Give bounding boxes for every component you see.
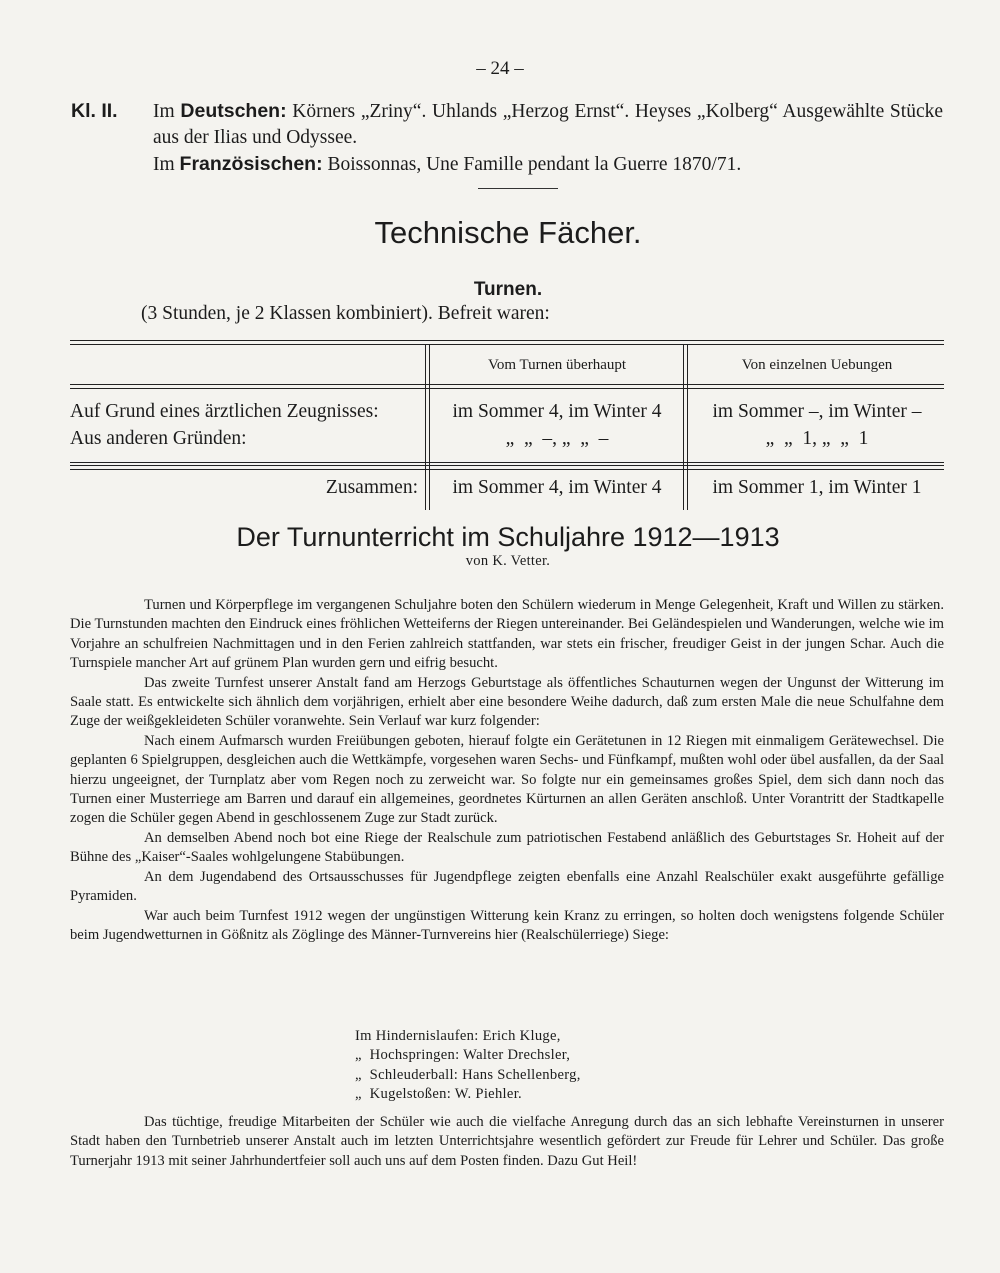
winner-entry: „ Kugelstoßen: W. Piehler. (355, 1086, 522, 1103)
winner-entry: Im Hindernislaufen: Erich Kluge, (355, 1028, 561, 1044)
franz-heading: Französischen: (179, 153, 323, 175)
table-total-cell: im Sommer 1, im Winter 1 (712, 477, 922, 498)
paragraph: Das zweite Turnfest unserer Anstalt fand am Herzogs Geburtstage als öffentliches Schauturnen wegen der Ungunst der Witterung im Saale statt. Es entwickelte sich ähnlich dem vorjährigen, erhielt aber eine besondere Weihe dadurch, daß zum ersten Male die neue Schulfahne dem Zuge der weißgekleideten Schüler voranwehte. Sein Verlauf war kurz folgender: (70, 674, 944, 730)
article-body (70, 596, 944, 945)
winner-entry: „ Schleuderball: Hans Schellenberg, (355, 1066, 581, 1083)
paragraph: War auch beim Turnfest 1912 wegen der ungünstigen Witterung kein Kranz zu erringen, so holten doch wenigstens folgende Schüler beim Jugendwetturnen in Gößnitz als Zöglinge des Männer-Turnvereins hier (Realschülerriege) Siege: (70, 907, 944, 943)
paragraph: An demselben Abend noch bot eine Riege der Realschule zum patriotischen Festabend anläßlich des Geburtstages Sr. Hoheit auf der Bühne des „Kaiser“-Saales wohlgelungene Stabübungen. (70, 829, 944, 866)
table-col-divider-1 (425, 345, 430, 510)
franz-text: Boissonnas, Une Famille pendant la Guerre 1870/71. (327, 154, 742, 175)
kl2-curriculum (71, 98, 943, 178)
table-col-divider-2 (683, 345, 688, 510)
table-total-cell: im Sommer 4, im Winter 4 (452, 477, 662, 498)
table-total-label: Zusammen: (325, 477, 418, 498)
table-row-label: Aus anderen Gründen: (70, 428, 247, 449)
table-col-header: Vom Turnen überhaupt (487, 357, 627, 373)
table-cell: „ „ –, „ „ – (505, 428, 609, 449)
class-label: Kl. II. (71, 100, 118, 122)
winners-list (355, 1027, 581, 1105)
franz-entry (71, 151, 943, 178)
paragraph: Turnen und Körperpflege im vergangenen Schuljahre boten den Schülern wiederum in Menge Gelegenheit, Kraft und Willen zu stärken. Die Turnstunden machten den Eindruck eines fröhlichen Wetteiferns der Riegen untereinander. Bei Geländespielen und Wanderungen, welche wie im Vorjahre an schulfreien Nachmittagen und in den Ferien zahlreich stattfanden, war stets ein frischer, freudiger Geist in der jungen Schar. Auch die Turnspiele mancher Art auf grünem Plan wurden gern und eifrig besucht. (70, 597, 944, 672)
winner-entry: „ Hochspringen: Walter Drechsler, (355, 1047, 571, 1064)
franz-intro: Im (153, 154, 175, 175)
table-sum-rule-2 (70, 465, 944, 470)
paragraph: An dem Jugendabend des Ortsausschusses für Jugendpflege zeigten ebenfalls eine Anzahl Realschüler exakt ausgeführte gefällige Pyramiden. (70, 868, 944, 905)
article-title: Der Turnunterricht im Schuljahre 1912—1913 (236, 522, 780, 552)
section-intro: (3 Stunden, je 2 Klassen kombiniert). Befreit waren: (141, 303, 550, 324)
table-cell: im Sommer –, im Winter – (712, 401, 922, 422)
deutsch-text: Körners „Zriny“. Uhlands „Herzog Ernst“. Heyses „Kolberg“ Ausgewählte Stücke aus der Ilias und Odyssee. (153, 101, 944, 148)
paragraph: Das tüchtige, freudige Mitarbeiten der Schüler wie auch die vielfache Anregung durch das an sich lebhafte Vereinsturnen in unserer Stadt haben den Turnbetrieb unserer Anstalt auch im letzten Unterrichtsjahre wesentlich gefördert zur Freude für Lehrer und Schüler. Das große Turnerjahr 1913 mit seiner Jahrhundertfeier soll auch uns auf dem Posten finden. Dazu Gut Heil! (70, 1114, 944, 1169)
section-divider (478, 188, 558, 189)
table-sum-rule (70, 462, 944, 463)
table-col-header: Von einzelnen Uebungen (741, 357, 893, 373)
deutsch-entry (153, 98, 943, 151)
paragraph: Nach einem Aufmarsch wurden Freiübungen geboten, hierauf folgte ein Gerätetunen in 12 Riegen mit einmaligem Gerätewechsel. Die geplanten 6 Spielgruppen, desgleichen auch die Wettkämpfe, vorgesehen waren Sechs- und Fünfkampf, mußten wohl oder übel ausfallen, da der Saal hierzu ungeeignet, der Turnplatz aber vom Regen noch zu zerweicht war. So folgte nur ein gemeinsames großes Spiel, dem sich dann noch das Turnen einer Musterriege am Barren und darauf ein allgemeines, geordnetes Kürturnen an allen Geräten anschloß. Unter Vorantritt der Stadtkapelle zogen die Schüler gegen Abend in geschlossenem Zuge zur Stadt zurück. (70, 732, 944, 827)
table-cell: im Sommer 4, im Winter 4 (452, 401, 662, 422)
deutsch-intro: Im (153, 101, 175, 122)
section-title: Technische Fächer. (374, 215, 642, 250)
table-top-rule (70, 340, 944, 345)
table-row-label: Auf Grund eines ärztlichen Zeugnisses: (70, 401, 379, 422)
section-subtitle: Turnen. (473, 279, 543, 300)
deutsch-heading: Deutschen: (180, 100, 287, 122)
article-byline: von K. Vetter. (465, 553, 551, 569)
table-cell: „ „ 1, „ „ 1 (765, 428, 869, 449)
page-number: – 24 – (476, 58, 524, 79)
article-closing (70, 1113, 944, 1171)
table-header-rule (70, 384, 944, 389)
